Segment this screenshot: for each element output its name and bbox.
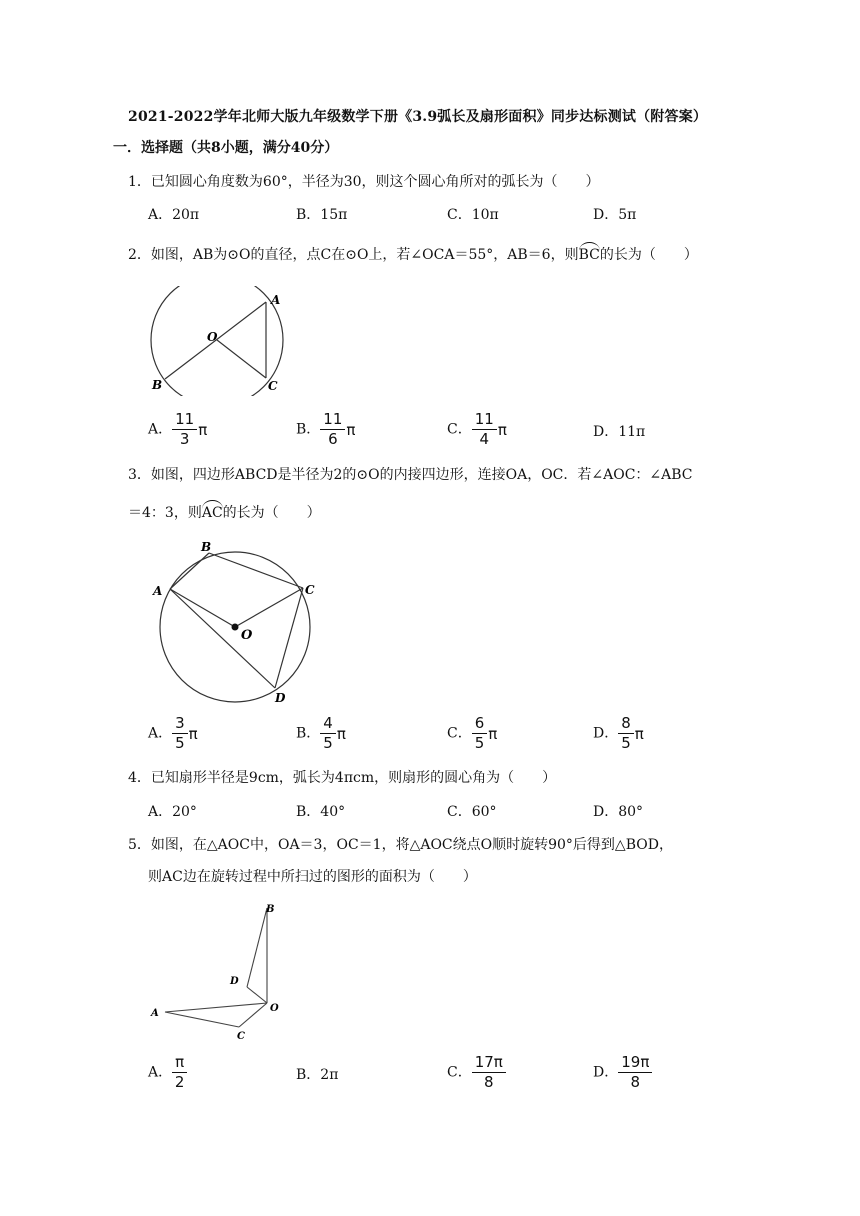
q3-label-d: D xyxy=(275,691,286,705)
q3-label-c: C xyxy=(305,583,315,597)
q5-triangle-figure xyxy=(145,898,290,1048)
q2-text-pre: 2．如图，AB为⊙O的直径，点C在⊙O上，若∠OCA＝55°，AB＝6，则 xyxy=(128,247,579,263)
q2-option-a-fraction: $\frac{11}{3}$ xyxy=(172,412,197,447)
q3-circle-figure xyxy=(145,538,330,713)
q4-option-d[interactable]: D．80° xyxy=(593,804,644,820)
q5-option-c[interactable]: C． $\frac{17\pi}{8}$ xyxy=(447,1055,506,1090)
q1-option-a[interactable]: A．20π xyxy=(148,207,200,223)
q3-arc-label: AC xyxy=(201,505,223,521)
q3-option-a[interactable]: A． $\frac{3}{5}$ π xyxy=(148,714,198,752)
q5-label-d: D xyxy=(230,976,239,987)
question-3-line-2: ＝4：3，则AC的长为（ ） xyxy=(128,505,321,521)
q2-label-c: C xyxy=(268,379,278,393)
q4-option-b[interactable]: B．40° xyxy=(296,804,346,820)
q3-label-a: A xyxy=(153,584,163,598)
q5-option-a-fraction: $\frac{\pi}{2}$ xyxy=(172,1055,187,1090)
q2-option-d[interactable]: D．11π xyxy=(593,424,646,440)
q3-label-b: B xyxy=(201,540,212,554)
q3-option-d-fraction: $\frac{8}{5}$ xyxy=(618,716,634,751)
q5-option-d[interactable]: D． $\frac{19\pi}{8}$ xyxy=(593,1055,652,1090)
q5-label-b: B xyxy=(266,904,275,915)
q2-label-o: O xyxy=(207,330,218,344)
q3-option-b-fraction: $\frac{4}{5}$ xyxy=(320,716,336,751)
question-2-text xyxy=(128,244,698,264)
q2-arc-label: BC xyxy=(578,247,600,263)
q2-text-post: 的长为（ ） xyxy=(599,247,698,263)
q4-option-a[interactable]: A．20° xyxy=(148,804,197,820)
q2-option-b-fraction: $\frac{11}{6}$ xyxy=(320,412,345,447)
q5-option-a[interactable]: A． $\frac{\pi}{2}$ xyxy=(148,1055,187,1090)
q1-option-c[interactable]: C．10π xyxy=(447,207,499,223)
q2-option-b[interactable]: B． $\frac{11}{6}$ π xyxy=(296,410,356,448)
q3-option-a-fraction: $\frac{3}{5}$ xyxy=(172,716,188,751)
page-title: 2021-2022学年北师大版九年级数学下册《3.9弧长及扇形面积》同步达标测试（附答案） xyxy=(128,109,708,125)
question-1-text: 1．已知圆心角度数为60°，半径为30，则这个圆心角所对的弧长为（ ） xyxy=(128,174,600,190)
q2-circle-figure xyxy=(140,286,300,396)
q3-option-d[interactable]: D． $\frac{8}{5}$ π xyxy=(593,714,644,752)
q5-label-o: O xyxy=(270,1003,279,1014)
q5-label-c: C xyxy=(237,1031,245,1042)
q2-option-c-fraction: $\frac{11}{4}$ xyxy=(472,412,497,447)
q3-option-b[interactable]: B． $\frac{4}{5}$ π xyxy=(296,714,346,752)
q1-option-b[interactable]: B．15π xyxy=(296,207,348,223)
q2-option-c[interactable]: C． $\frac{11}{4}$ π xyxy=(447,410,507,448)
q2-option-a[interactable]: A． $\frac{11}{3}$ π xyxy=(148,410,208,448)
q2-label-a: A xyxy=(271,293,281,307)
q5-option-d-fraction: $\frac{19\pi}{8}$ xyxy=(618,1055,652,1090)
q5-label-a: A xyxy=(151,1008,159,1019)
q3-option-c-fraction: $\frac{6}{5}$ xyxy=(472,716,488,751)
q3-option-c[interactable]: C． $\frac{6}{5}$ π xyxy=(447,714,498,752)
q2-label-b: B xyxy=(152,378,163,392)
question-3-line-1: 3．如图，四边形ABCD是半径为2的⊙O的内接四边形，连接OA，OC．若∠AOC：∠ABC xyxy=(128,467,693,483)
q4-option-c[interactable]: C．60° xyxy=(447,804,497,820)
question-4-text: 4．已知扇形半径是9cm，弧长为4πcm，则扇形的圆心角为（ ） xyxy=(128,770,557,786)
question-5-line-1: 5．如图，在△AOC中，OA＝3，OC＝1，将△AOC绕点O顺时旋转90°后得到△BOD， xyxy=(128,837,673,853)
q3-label-o: O xyxy=(241,628,253,643)
question-5-line-2: 则AC边在旋转过程中所扫过的图形的面积为（ ） xyxy=(148,869,477,885)
q5-option-b[interactable]: B．2π xyxy=(296,1067,339,1083)
section-heading: 一．选择题（共8小题，满分40分） xyxy=(113,140,339,156)
q1-option-d[interactable]: D．5π xyxy=(593,207,637,223)
q5-option-c-fraction: $\frac{17\pi}{8}$ xyxy=(472,1055,506,1090)
